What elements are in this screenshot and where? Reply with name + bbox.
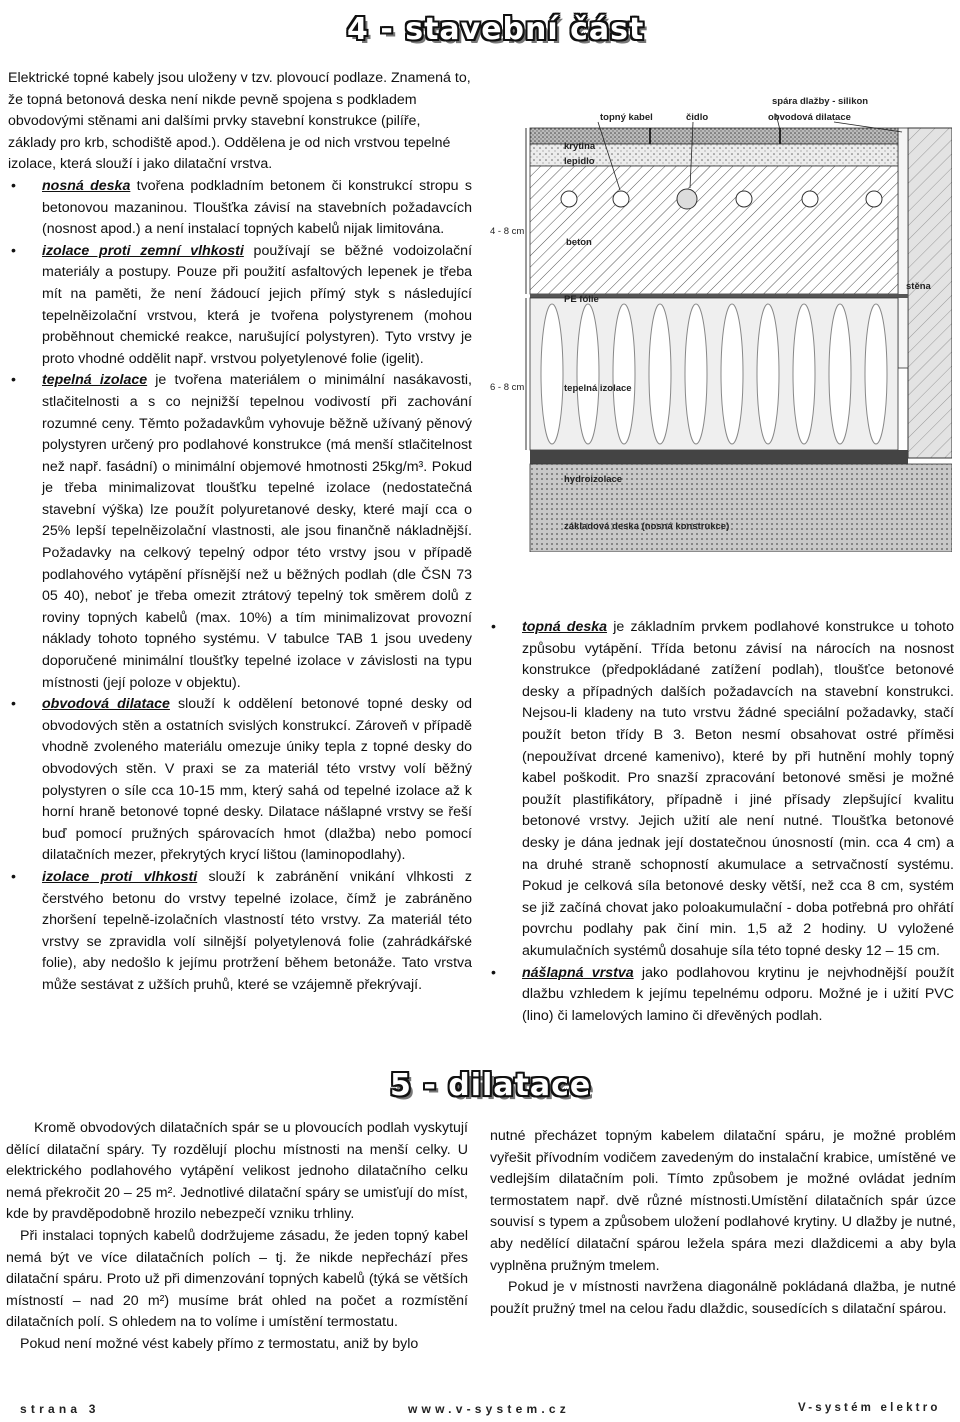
bullet-text: slouží k zabránění vnikání vlhkosti z čerstvého betonu do vrstvy tepelné izolace, čímž je zabráněno zhoršení tepelně-izolačních vlastností této vrstvy. Za materiál této vrstvy se zpravidla volí silnější polyetylenová folie (zahrádkářské folie), aby nedošlo k jejímu protržení během betonáže. Tato vrstva může sestávat z užších pruhů, které se vzájemně překrývají. xyxy=(42,868,472,993)
label-beton: beton xyxy=(566,237,592,248)
label-tepelna-izolace: tepelná izolace xyxy=(564,383,632,394)
floor-section-svg xyxy=(490,92,952,552)
label-zakladova-deska: základová deska (nosná konstrukce) xyxy=(564,521,730,532)
label-pe-folie: PE fólie xyxy=(564,294,599,305)
label-spara: spára dlažby - silikon xyxy=(772,96,869,107)
dilatace-paragraph-5: Pokud je v místnosti navržena diagonálně pokládaná dlažba, je nutné použít pružný tmel na celou řadu dlaždic, sousedících s dilatační spárou. xyxy=(490,1279,956,1317)
label-lepidlo: lepidlo xyxy=(564,156,595,167)
footer-page: strana 3 xyxy=(20,1402,100,1416)
bullet-term: obvodová dilatace xyxy=(42,696,170,713)
section-title-stavebni: 4 - stavební část xyxy=(347,12,645,47)
bullet-term: tepelná izolace xyxy=(42,372,148,389)
bullet-item xyxy=(488,963,954,1028)
bullet-dot: • xyxy=(11,177,16,194)
bullet-term: izolace proti zemní vlhkosti xyxy=(42,242,244,259)
dilatace-paragraph-2: Při instalaci topných kabelů dodržujeme zásadu, že jeden topný kabel nemá být ve více dilatačních polích – tj. že nikde nepřechází přes dilatační spáru. Proto už při dimenzování topných kabelů (týká se větších místností – nad 20 m²) musíme brát ohled na počet a rozmístění dilatačních polí. S ohledem na to volíme i umístění termostatu. xyxy=(6,1227,468,1331)
bullet-item xyxy=(8,241,472,371)
section-title-dilatace: 5 - dilatace xyxy=(390,1068,592,1103)
label-cidlo: čidlo xyxy=(686,112,709,123)
dilatace-paragraph-1: Kromě obvodových dilatačních spár se u plovoucích podlah vyskytují dělící dilatační spáry. Ty rozdělují plochu místnosti na menší celky. U elektrického podlahového vytápění velikost jednoho dilatačního celku nemá překročit 20 – 25 m². Jednotlivé dilatační spáry se umisťují do míst, kde by pravděpodobně hrozilo nebezpečí vzniku trhliny. xyxy=(6,1120,468,1223)
footer-web[interactable]: www.v-system.cz xyxy=(408,1402,570,1416)
dilatace-paragraph-3: Pokud není možné vést kabely přímo z termostatu, aniž by bylo xyxy=(20,1335,419,1352)
bullet-text: tvořena podkladním betonem či konstrukcí stropu s betonovou mazaninou. Tloušťka závisí na stavebních požadavcích (nosnost apod.) a není instalací topných kabelů nijak limitována. xyxy=(42,177,472,238)
label-krytina: krytina xyxy=(564,141,596,152)
intro-paragraph: Elektrické topné kabely jsou uloženy v tzv. plovoucí podlaze. Znamená to, že topná betonová deska není nikde pevně spojena s podkladem obvodovými stěnami ani dalšími prvky stavební konstrukce (pilíře, základy pro krb, schodiště apod.). Oddělena je od nich vrstvou tepelné izolace, která slouží i jako dilatační vrstva. xyxy=(8,70,471,173)
bullet-item xyxy=(8,694,472,867)
bullet-term: topná deska xyxy=(522,619,608,635)
dimension-beton: 4 - 8 cm xyxy=(490,226,525,237)
bullet-term: nášlapná vrstva xyxy=(522,964,634,981)
right-column xyxy=(488,617,954,1027)
label-obvodova-dilatace: obvodová dilatace xyxy=(768,112,851,123)
bullet-dot: • xyxy=(11,372,16,389)
dilatace-right-column xyxy=(490,1126,956,1320)
bullet-item xyxy=(8,176,472,241)
left-bullet-list xyxy=(8,176,472,997)
bullet-text: slouží k oddělení betonové topné desky od obvodových stěn a ostatních svislých konstrukcí. Zároveň v případě vhodně zvoleného materiálu omezuje úniky tepla z topné desky do obvodových stěn. V praxi se za materiál této vrstvy volí běžný polystyren o síle cca 10-15 mm, který sahá od tepelné izolace až k horní hraně betonové topné desky. Dilatace nášlapné vrstvy se řeší buď pomocí pružných spárovacích hmot (dlažba) nebo pomocí dilatačních mezer, překrytých krycí lištou (laminopodlahy). xyxy=(42,696,472,864)
bullet-item xyxy=(8,370,472,694)
bullet-item xyxy=(488,617,954,963)
bullet-item xyxy=(8,867,472,997)
bullet-dot: • xyxy=(491,964,496,981)
bullet-dot: • xyxy=(491,619,496,635)
bullet-dot: • xyxy=(11,242,16,259)
bullet-text: je tvořena materiálem o minimální nasákavosti, stlačitelnosti a s co nejnižší tepelnou vodivostí při zachování rozumné ceny. Těmto požadavkům vyhovuje běžně užívaný pěnový polystyren určený pro podlahové konstrukce (má menší stlačitelnost než např. fasádní) o minimální objemové hmotnosti 25kg/m³. Pokud je třeba minimalizovat tloušťku tepelné izolace (nedostatečná stavební výška) lze použít polyuretanové desky, které mají cca o 25% lepší tepelněizolační vlastnosti, ale jsou finančně nákladnější. Požadavky na celkový tepelný odpor této vrstvy jsou v případě podlahového vytápění přísnější než u běžných podlah (dle ČSN 73 05 40), neboť je třeba omezit ztrátový tepelný tok směrem dolů z roviny topných kabelů (max. 10%) a tím minimalizovat provozní náklady tohoto topného systému. V tabulce TAB 1 jsou uvedeny doporučené minimální tloušťky tepelné izolace v závislosti na typu místnosti (její poloze v objektu). xyxy=(42,372,472,691)
bullet-text: jako podlahovou krytinu je nejvhodnější použít dlažbu vzhledem k jejímu tepelnému odporu. Možné je i užití PVC (lino) či lamelových lamino či dřevěných podlah. xyxy=(522,964,954,1024)
label-topny-kabel: topný kabel xyxy=(600,112,653,123)
label-hydroizolace: hydroizolace xyxy=(564,474,623,485)
dilatace-left-column xyxy=(6,1118,468,1356)
right-bullet-list xyxy=(488,617,954,1027)
bullet-dot: • xyxy=(11,868,16,885)
dimension-izolace: 6 - 8 cm xyxy=(490,382,525,393)
bullet-term: nosná deska xyxy=(42,177,131,194)
dilatace-paragraph-4: nutné přecházet topným kabelem dilatační spáru, je možné problém vyřešit přívodním vodičem zavedeným do instalační krabice, umístěné ve vedlejším dilatačním poli. Tímto způsobem je možné ovládat jedním termostatem např. dvě různé místnosti.Umístění dilatačních spár úzce souvisí s typem a způsobem uložení podlahové krytiny. U dlažby je nutné, aby nedělící dilatační spárou ležela spára mezi dlaždicemi a aby byla vyplněna pružným tmelem. xyxy=(490,1128,956,1274)
label-stena: stěna xyxy=(906,281,931,292)
bullet-dot: • xyxy=(11,696,16,713)
bullet-term: izolace proti vlhkosti xyxy=(42,868,198,885)
bullet-text: je základním prvkem podlahové konstrukce u tohoto způsobu vytápění. Třída betonu závisí na nárocích na nosnost konstrukce (předpokládané zatížení podlah), tloušťce betonové desky a případných dalších požadavcích na stavební konstrukci. Nejsou-li kladeny na tuto vrstvu žádné speciální požadavky, stačí použít beton třídy B 3. Beton nesmí obsahovat ostré příměsi (nepoužívat drcené kamenivo), které by při hutnění mohly topný kabel poškodit. Pro snazší zpracování betonové směsi je možné použít plastifikátory, případně i jiné přísady zlepšující kvalitu betonové vrstvy. Jejich užití ale není nutné. Tloušťka betonové desky je dána jednak její dostatečnou únosností (min. cca 4 cm) a na druhé straně schopností akumulace a setrvačností systému. Pokud je celková síla betonové desky větší, než cca 8 cm, systém se již začíná chovat jako poloakumulační - doba potřebná pro ohřátí povrchu podlahy pak činí min. 1,5 až 2 hodiny. U vyložené akumulačních systémů dosahuje síla této topné desky 12 – 15 cm. xyxy=(522,619,954,959)
floor-layer-diagram xyxy=(490,92,952,552)
bullet-text: používají se běžné vodoizolační materiály a postupy. Pouze při použití asfaltových lepenek je třeba mít na paměti, že není žádoucí jejich přímý styk s následující tepelněizolační vrstvou, která je tvořena polystyrenem (mohou proběhnout chemické reakce, narušující polystyren). Tyto vrstvy je proto vhodné oddělit např. vrstvou polyetylenové folie (igelit). xyxy=(42,242,473,367)
left-column xyxy=(8,68,472,997)
footer-company: V-systém elektro xyxy=(798,1402,941,1414)
